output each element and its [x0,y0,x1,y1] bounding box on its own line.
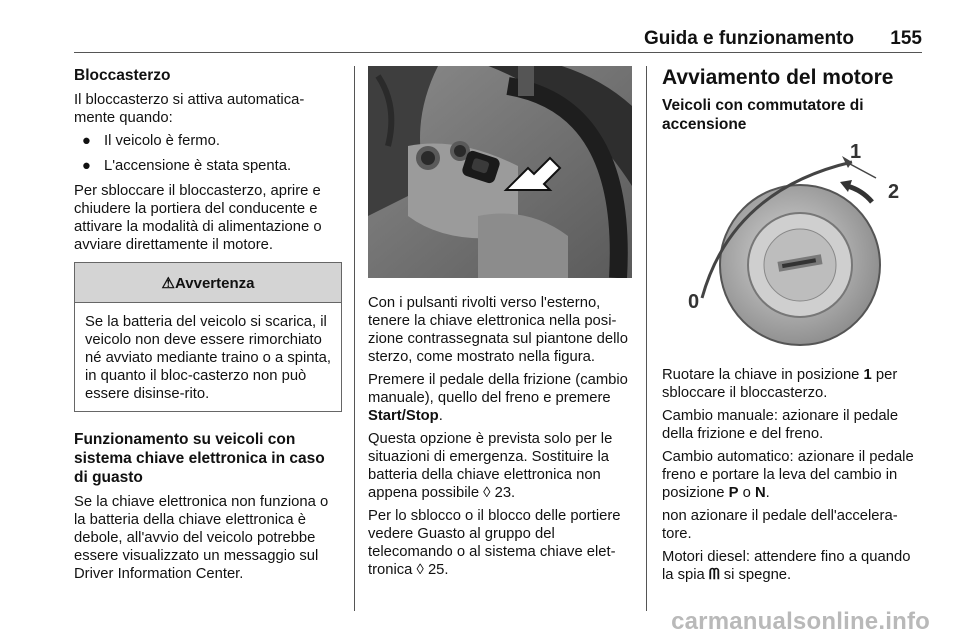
paragraph-2 [368,371,632,425]
column-divider-1 [354,66,355,611]
heading-bloccasterzo: Bloccasterzo [74,67,171,84]
bullet-dot: ● [82,158,91,174]
glow-plug-icon: ᗰ [708,567,720,583]
paragraph-acceleratore: non azionare il pedale dell'accelera-tore. [662,508,898,542]
warning-header [75,263,341,303]
ignition-switch-diagram [662,140,926,354]
bullet-text: Il veicolo è fermo. [104,133,220,149]
text-fragment: per sbloccare il bloccasterzo. [662,367,898,401]
heading-veicoli: Veicoli con commutatore di accensione [662,97,864,133]
gear-p: P [728,485,739,501]
bullet-item [74,157,342,175]
gear-n: N [754,485,766,501]
position-1-label: 1 [850,141,862,163]
text-fragment: . [438,408,443,424]
column-2 [368,66,632,584]
paragraph-3: Questa opzione è prevista solo per le situazioni di emergenza. Sostituire la batteria della chiave elettronica non appena possibile ◊ 23. [368,431,613,501]
text-fragment: . [765,485,770,501]
bullet-text: L'accensione è stata spenta. [104,158,292,174]
text-fragment: Ruotare la chiave in posizione [662,367,864,383]
steering-column-photo [368,66,632,278]
paragraph-sblocco: Per sbloccare il bloccasterzo, aprire e chiudere la portiera del conducente e attivare la modalità di alimentazione o avviare direttamente il motore. [74,183,322,253]
paragraph-manuale: Cambio manuale: azionare il pedale della frizione e del freno. [662,408,899,442]
paragraph-ruotare [662,366,926,402]
column-divider-2 [646,66,647,611]
warning-box [74,262,342,412]
paragraph-1: Con i pulsanti rivolti verso l'esterno, tenere la chiave elettronica nella posi-zione contrassegnata sul piantone dello sterzo, come mostrato nella figura. [368,295,628,365]
text-fragment: si spegne. [719,567,792,583]
position-2-label: 2 [888,181,900,203]
heading-avviamento: Avviamento del motore [662,66,894,89]
paragraph-funzionamento: Se la chiave elettronica non funziona o la batteria della chiave elettronica è debole, all'avvio del veicolo potrebbe essere visualizzato un messaggio sul Driver Information Center. [74,494,329,582]
text-fragment: Premere il pedale della frizione (cambio manuale), quello del freno e premere [368,372,628,406]
start-stop-label: Start/Stop [368,408,439,424]
page-header [74,30,922,53]
warning-text: Se la batteria del veicolo si scarica, il veicolo non deve essere rimorchiato né avviato mediante traino o a spinta, in quanto il bloc-casterzo non può essere disinse-rito. [85,314,331,402]
text-fragment: Motori diesel: attendere fino a quando la spia [662,549,911,583]
position-ref: 1 [863,367,872,383]
bullet-dot: ● [82,133,91,149]
paragraph-automatico [662,448,926,502]
warning-title: Avvertenza [174,275,255,292]
column-3 [662,66,926,589]
position-0-label: 0 [688,291,700,313]
paragraph-diesel [662,548,926,584]
bullet-item [74,132,342,150]
column-1 [74,66,342,588]
section-title: Guida e funzionamento [643,28,854,49]
page-number: 155 [890,28,922,49]
paragraph-intro: Il bloccasterzo si attiva automatica-mente quando: [74,92,305,126]
paragraph-4: Per lo sblocco o il blocco delle portiere vedere Guasto al gruppo del telecomando o al sistema chiave elet-tronica ◊ 25. [368,508,621,578]
watermark: carmanualsonline.info [671,608,930,635]
warning-icon: ⚠ [161,275,175,292]
text-fragment: o [738,485,755,501]
text-fragment: Cambio automatico: azionare il pedale freno e portare la leva del cambio in posizione [662,449,914,501]
heading-funzionamento: Funzionamento su veicoli con sistema chiave elettronica in caso di guasto [74,431,325,486]
